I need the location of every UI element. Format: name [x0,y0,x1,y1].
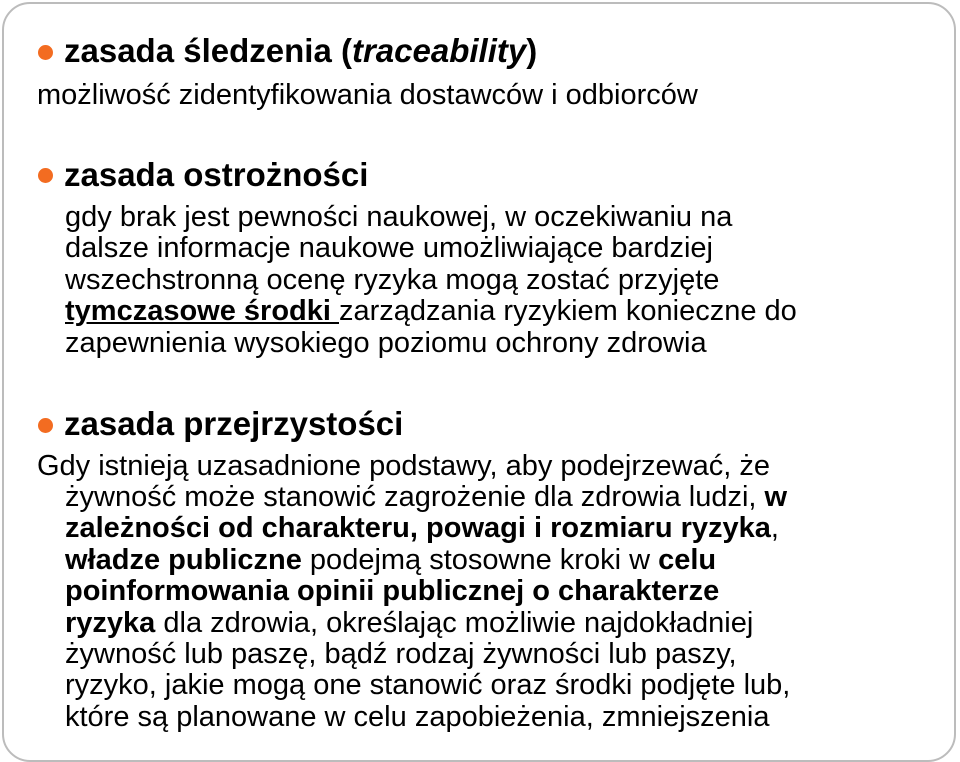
body-transparency: żywność może stanowić zagrożenie dla zdrowia ludzi, w zależności od charakteru, powagi i rozmiaru ryzyka, władze publiczne podejmą stosowne kroki w celu poinformowania opinii publicznej o charakterze ryzyka dla zdrowia, określając możliwie najdokładniej żywność lub paszę, bądź rodzaj żywności lub paszy, ryzyko, jakie mogą one stanowić oraz środki podjęte lub, które są planowane w celu zapobieżenia, zmniejszenia [65,481,791,733]
heading-precaution: zasada ostrożności [64,156,369,193]
bullet-dot [38,168,53,183]
underlined-term: tymczasowe środki [65,295,339,328]
bullet-dot [38,45,53,60]
body-precaution: gdy brak jest pewności naukowej, w oczekiwaniu na dalsze informacje naukowe umożliwiające bardziej wszechstronną ocenę ryzyka mogą zostać przyjęte tymczasowe środki zarządzania ryzykiem konieczne do zapewnienia wysokiego poziomu ochrony zdrowia [65,201,797,359]
bullet-dot [38,418,53,433]
body-transparency-line1: Gdy istnieją uzasadnione podstawy, aby podejrzewać, że [37,450,770,482]
heading-transparency: zasada przejrzystości [64,405,404,442]
body-traceability: możliwość zidentyfikowania dostawców i odbiorców [37,79,698,111]
heading-traceability: zasada śledzenia (traceability) [64,32,538,69]
